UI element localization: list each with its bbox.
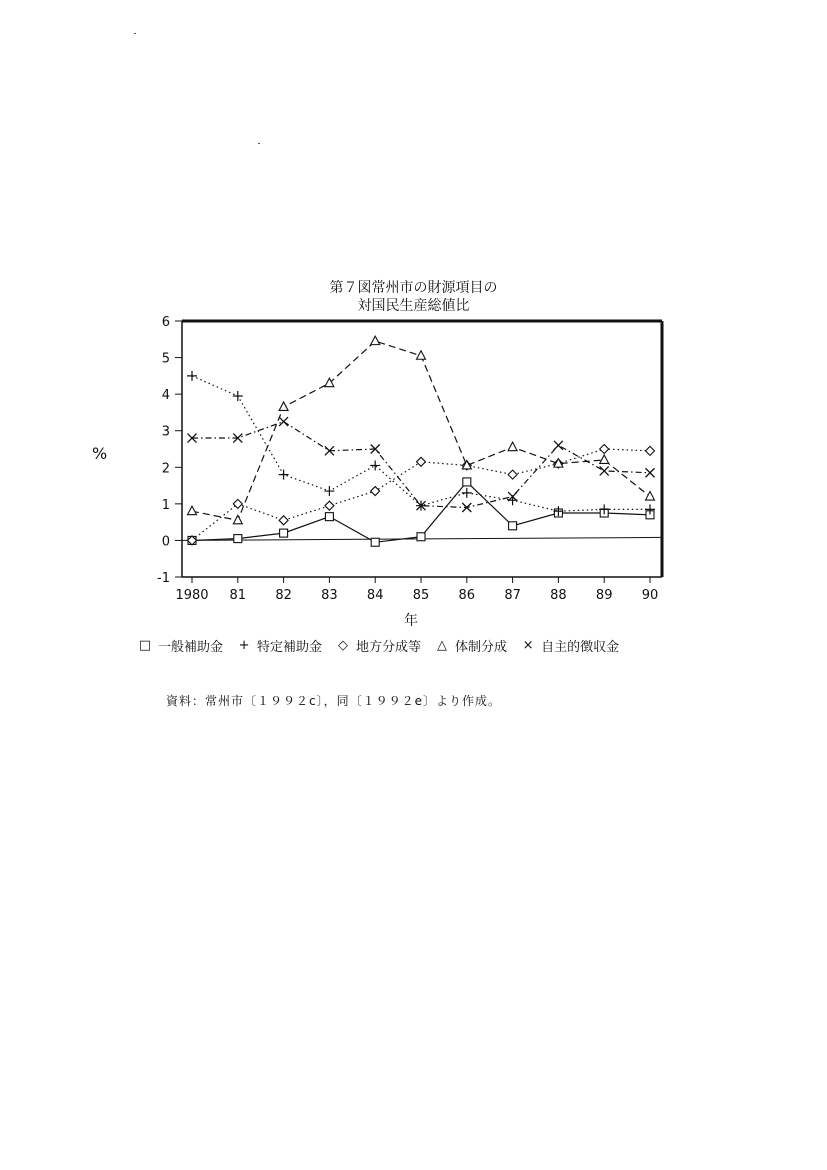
data-point-square (463, 478, 471, 486)
data-point-diamond (508, 470, 517, 479)
legend-label: 地方分成等 (356, 640, 422, 655)
x-tick-label: 1980 (175, 588, 209, 603)
data-point-triangle (508, 442, 517, 451)
x-tick-label: 87 (504, 588, 521, 603)
x-tick-label: 83 (321, 588, 338, 603)
x-tick-label: 90 (641, 588, 659, 603)
data-point-triangle (371, 336, 380, 345)
diamond-marker-icon: ◇ (338, 638, 349, 653)
data-point-square (280, 529, 288, 537)
data-point-square (417, 533, 425, 541)
data-point-triangle (233, 515, 242, 524)
data-point-square (509, 522, 517, 530)
data-point-diamond (646, 446, 655, 455)
data-point-triangle (600, 455, 609, 464)
y-tick-label: 4 (161, 388, 170, 404)
data-point-diamond (279, 516, 288, 525)
legend-label: 特定補助金 (257, 640, 323, 655)
square-marker-icon: □ (138, 638, 152, 653)
x-tick-label: 85 (412, 588, 430, 603)
chart-legend (138, 636, 633, 655)
triangle-marker-icon: △ (437, 638, 448, 653)
data-point-diamond (325, 501, 334, 510)
x-tick-label: 84 (366, 588, 384, 603)
legend-item-own-revenue (521, 636, 619, 655)
data-point-triangle (417, 351, 426, 360)
data-point-plus (187, 371, 197, 381)
series-line-1 (192, 376, 650, 511)
x-tick-label: 88 (550, 588, 567, 603)
legend-label: 一般補助金 (158, 640, 224, 655)
legend-label: 体制分成 (455, 640, 508, 655)
y-tick-label: 0 (161, 534, 170, 550)
data-point-plus (324, 486, 334, 496)
data-point-plus (462, 488, 472, 498)
data-point-cross (279, 417, 288, 426)
x-tick-label: 86 (458, 588, 476, 603)
source-note: 資料：常州市〔１９９２c〕，同〔１９９２e〕より作成。 (166, 694, 501, 708)
cross-marker-icon: × (522, 638, 534, 653)
y-tick-label: -1 (157, 571, 170, 586)
legend-item-local-share (336, 636, 421, 655)
data-point-plus (279, 470, 289, 480)
data-point-cross (600, 466, 609, 475)
series-line-3 (192, 341, 650, 520)
x-axis-label: 年 (404, 613, 418, 629)
chart-title-line1: 第７図常州市の財源項目の (329, 280, 498, 296)
y-tick-label: 2 (161, 461, 170, 477)
y-tick-label: 1 (161, 497, 170, 513)
data-point-cross (646, 468, 655, 477)
plus-marker-icon: + (238, 638, 250, 653)
legend-label: 自主的徴収金 (541, 640, 620, 655)
data-point-square (371, 538, 379, 546)
legend-item-general-subsidy (138, 636, 223, 655)
data-point-square (234, 535, 242, 543)
data-point-diamond (600, 445, 609, 454)
legend-item-system-share (435, 636, 507, 655)
x-tick-label: 81 (229, 588, 247, 603)
x-tick-label: 82 (275, 588, 292, 603)
data-point-triangle (188, 506, 197, 515)
legend-item-specific-subsidy (237, 636, 322, 655)
y-tick-label: 3 (161, 424, 170, 440)
data-point-diamond (417, 457, 426, 466)
data-point-triangle (646, 492, 655, 501)
y-tick-label: 5 (161, 351, 170, 367)
data-point-triangle (325, 378, 334, 387)
y-axis-label: % (92, 444, 108, 463)
y-tick-label: 6 (161, 315, 170, 330)
data-point-plus (233, 391, 243, 401)
data-point-cross (554, 441, 563, 450)
data-point-triangle (279, 402, 288, 411)
data-point-diamond (371, 487, 380, 496)
x-tick-label: 89 (595, 588, 613, 603)
data-point-square (325, 513, 333, 521)
chart-title-line2: 対国民生産総値比 (357, 298, 470, 314)
data-point-cross (462, 503, 471, 512)
data-point-plus (370, 460, 380, 470)
